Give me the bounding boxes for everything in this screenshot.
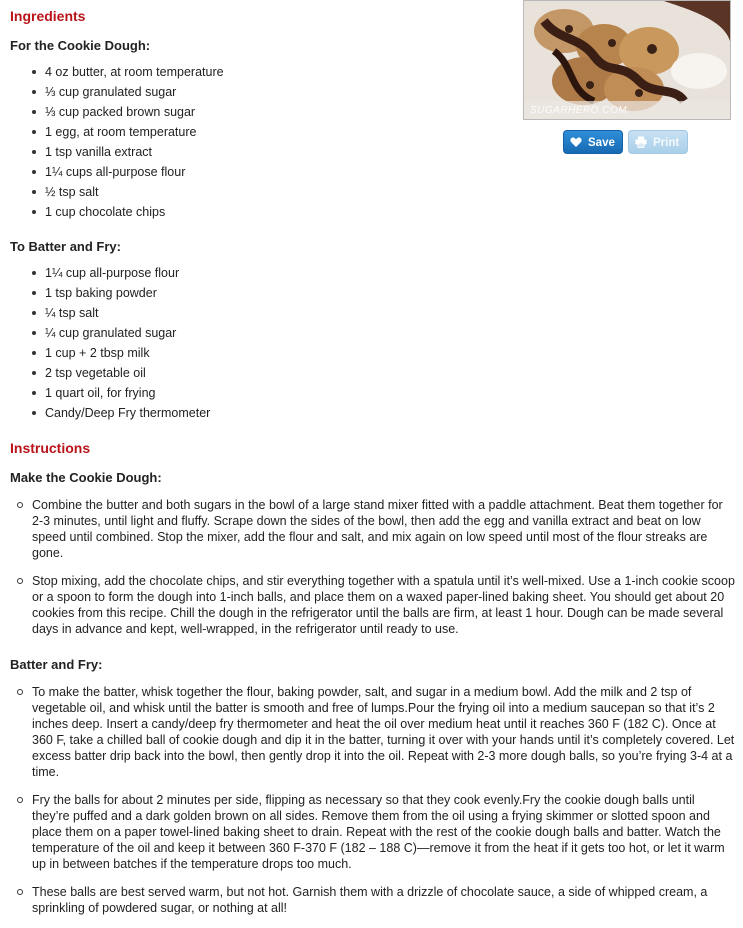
ingredient-item: 1¼ cup all-purpose flour xyxy=(10,263,510,283)
ingredient-item: ¼ tsp salt xyxy=(10,303,510,323)
instruction-step: Stop mixing, add the chocolate chips, and stir everything together with a spatula until it’s well-mixed. Use a 1-inch cookie scoop or a spoon to form the dough into 1-inch balls, and place them on a waxed paper-lined baking sheet. You should get about 20 cookies from this recipe. Chill the dough in the refrigerator until the balls are firm, at least 1 hour. Dough can be made several days in advance and kept, well-wrapped, in the refrigerator until ready to use. xyxy=(10,573,735,637)
print-button[interactable] xyxy=(628,130,688,154)
print-button-label: Print xyxy=(653,137,680,149)
dough-step-list xyxy=(10,497,735,649)
cookie-balls-image xyxy=(524,1,730,119)
ingredient-item: 1 cup chocolate chips xyxy=(10,202,510,222)
dough-steps-subheading: Make the Cookie Dough: xyxy=(10,470,162,485)
recipe-photo xyxy=(523,0,731,120)
ingredient-item: 1 cup + 2 tbsp milk xyxy=(10,343,510,363)
ingredient-item: 1 egg, at room temperature xyxy=(10,122,510,142)
ingredient-item: ½ tsp salt xyxy=(10,182,510,202)
batter-steps-subheading: Batter and Fry: xyxy=(10,657,103,672)
instructions-heading: Instructions xyxy=(10,440,91,456)
ingredient-item: 1 tsp baking powder xyxy=(10,283,510,303)
photo-watermark: SUGARHERO.COM xyxy=(530,105,628,116)
save-button[interactable] xyxy=(563,130,623,154)
ingredient-item: 1¼ cups all-purpose flour xyxy=(10,162,510,182)
ingredient-item: ⅓ cup packed brown sugar xyxy=(10,102,510,122)
ingredients-heading: Ingredients xyxy=(10,8,86,24)
cookie-dough-ingredient-list xyxy=(10,62,510,222)
instruction-step: These balls are best served warm, but not hot. Garnish them with a drizzle of chocolate sauce, a side of whipped cream, a sprinkling of powdered sugar, or nothing at all! xyxy=(10,884,735,916)
instruction-step: Fry the balls for about 2 minutes per side, flipping as necessary so that they cook evenly.Fry the cookie dough balls until they’re puffed and a dark golden brown on all sides. Remove them from the oil using a frying skimmer or slotted spoon and place them on a paper towel-lined baking sheet to drain. Repeat with the rest of the cookie dough balls and batter. Watch the temperature of the oil and keep it between 360 F-370 F (182 – 188 C)—remove it from the heat if it gets too hot, or let it warm up in between batches if the temperature drops too much. xyxy=(10,792,735,872)
ingredient-item: 1 quart oil, for frying xyxy=(10,383,510,403)
ingredient-item: ⅓ cup granulated sugar xyxy=(10,82,510,102)
heart-tag-icon xyxy=(570,136,582,148)
batter-subheading: To Batter and Fry: xyxy=(10,239,121,254)
instruction-step: To make the batter, whisk together the flour, baking powder, salt, and sugar in a medium bowl. Add the milk and 2 tsp of vegetable oil, and whisk until the batter is smooth and free of lumps.Pour the frying oil into a medium saucepan so that it’s 2 inches deep. Insert a candy/deep fry thermometer and heat the oil over medium heat until it reaches 360 F (182 C). Once at 360 F, take a chilled ball of cookie dough and dip it in the batter, turning it over with your hands until it’s completely covered. Let excess batter drip back into the bowl, then gently drop it into the oil. Repeat with 2-3 more dough balls, so you’re frying 3-4 at a time. xyxy=(10,684,735,780)
ingredient-item: Candy/Deep Fry thermometer xyxy=(10,403,510,423)
ingredient-item: ¼ cup granulated sugar xyxy=(10,323,510,343)
ingredient-item: 1 tsp vanilla extract xyxy=(10,142,510,162)
ingredient-item: 4 oz butter, at room temperature xyxy=(10,62,510,82)
ingredient-item: 2 tsp vegetable oil xyxy=(10,363,510,383)
instruction-step: Combine the butter and both sugars in the bowl of a large stand mixer fitted with a paddle attachment. Beat them together for 2-3 minutes, until light and fluffy. Scrape down the sides of the bowl, then add the egg and vanilla extract and beat on low speed until combined. Stop the mixer, add the flour and salt, and mix again on low speed until most of the flour streaks are gone. xyxy=(10,497,735,561)
batter-step-list xyxy=(10,684,735,928)
batter-ingredient-list xyxy=(10,263,510,423)
cookie-dough-subheading: For the Cookie Dough: xyxy=(10,38,151,53)
printer-icon xyxy=(635,136,647,148)
save-button-label: Save xyxy=(588,137,615,149)
